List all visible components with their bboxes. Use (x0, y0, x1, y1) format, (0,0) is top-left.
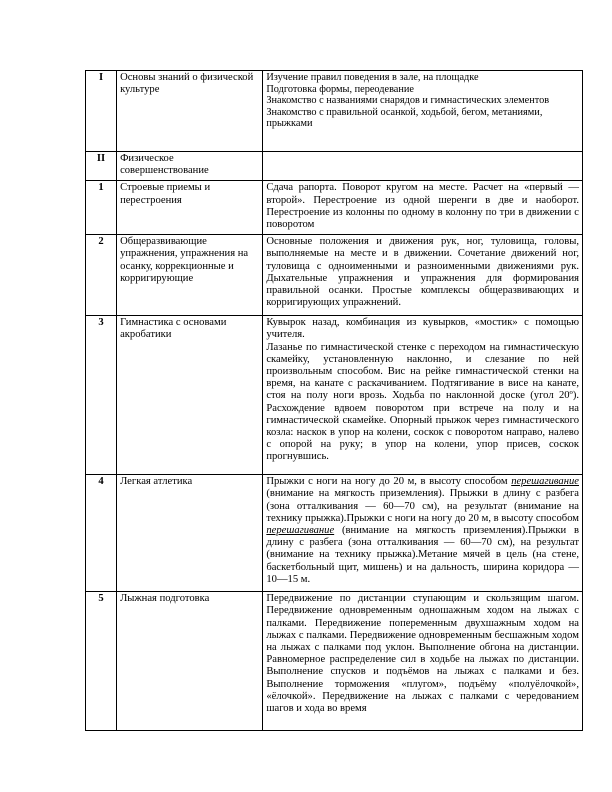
emphasized-term: перешагивание (266, 525, 335, 537)
table-row (86, 592, 583, 731)
curriculum-table (85, 70, 583, 731)
table-row (86, 181, 583, 235)
table-row (86, 475, 583, 592)
section-title: Строевые приемы и перестроения (117, 181, 263, 235)
section-title: Легкая атлетика (117, 475, 263, 592)
section-content (263, 475, 583, 592)
row-number: 2 (86, 235, 117, 316)
section-title: Основы знаний о физической культуре (117, 71, 263, 152)
row-number: II (86, 152, 117, 181)
content-line: Знакомство с названиями снарядов и гимнастических элементов (266, 95, 550, 107)
section-content (263, 152, 583, 181)
row-number: 4 (86, 475, 117, 592)
content-text: Прыжки с ноги на ногу до 20 м, в высоту способом (266, 476, 508, 488)
content-text: (внимание на мягкость приземления). Прыжки в длину с разбега (зона отталкивания — 60—70 см), на результат (внимание на технику прыжка).Прыжки с ноги на ногу до 20 м, в высоту способом (266, 488, 579, 524)
section-title: Общеразвивающие упражнения, упражнения на осанку, коррекционные и корригирующие (117, 235, 263, 316)
content-line: Знакомство с правильной осанкой, ходьбой, бегом, метаниями, прыжками (266, 106, 543, 130)
row-number: 5 (86, 592, 117, 731)
content-paragraph: Кувырок назад, комбинация из кувырков, «мостик» с помощью учителя. (266, 317, 579, 341)
content-line: Подготовка формы, переодевание (266, 83, 414, 95)
section-content (263, 71, 583, 152)
content-line: Изучение правил поведения в зале, на площадке (266, 72, 479, 83)
section-title: Физическое совершенствование (117, 152, 263, 181)
section-content: Передвижение по дистанции ступающим и скользящим шагом. Передвижение одновременным одношажным ходом на лыжах с палками. Передвижение попеременным двухшажным ходом на лыжах с палками. Передвижение одновременным бесшажным ходом на лыжах с палками под уклон. Выполнение обгона на дистанции. Равномерное распределение сил в ходьбе на лыжах по дистанции. Выполнение спусков и подъёмов на лыжах с палками и без. Выполнение торможения «плугом», подъёму «полуёлочкой», «ёлочкой». Передвижение на лыжах с палками с чередованием шагов и хода во время (263, 592, 583, 731)
section-title: Гимнастика с основами акробатики (117, 316, 263, 475)
emphasized-term: перешагивание (511, 476, 579, 488)
section-title: Лыжная подготовка (117, 592, 263, 731)
section-content: Основные положения и движения рук, ног, туловища, головы, выполняемые на месте и в движении. Сочетание движений ног, туловища с одноименными и разноименными движениями рук. Дыхательные упражнения и упражнения для формирования правильной осанки. Простые комплексы общеразвивающих и корригирующих упражнений. (263, 235, 583, 316)
section-content (263, 316, 583, 475)
section-content: Сдача рапорта. Поворот кругом на месте. Расчет на «первый — второй». Перестроение из одной шеренги в две и наоборот. Перестроение из колонны по одному в колонну по три в движении с поворотом (263, 181, 583, 235)
row-number: 3 (86, 316, 117, 475)
table-row (86, 71, 583, 152)
table-row (86, 152, 583, 181)
content-paragraph: Лазанье по гимнастической стенке с переходом на гимнастическую скамейку, установленную наклонно, и слезание по ней произвольным способом. Вис на рейке гимнастической стенки на время, на канате с раскачиванием. Подтягивание в висе на канате, стоя на полу ноги врозь. Ходьба по наклонной доске (угол 20º). Расхождение вдвоем поворотом при встрече на полу и на гимнастической скамейке. Опорный прыжок через гимнастического козла: наскок в упор на колени, соскок с поворотом направо, налево с опорой на руку; в упор на колени, упор присев, соскок прогнувшись. (266, 341, 579, 463)
table-row (86, 235, 583, 316)
content-text: (внимание на мягкость приземления).Прыжки в длину с разбега (зона отталкивания — 60—70 см), на результат (внимание на технику прыжка).Метание мячей в цель (на стене, баскетбольный щит, мишень) и на дальность, ширина коридора — 10—15 м. (266, 525, 579, 585)
table-row (86, 316, 583, 475)
row-number: 1 (86, 181, 117, 235)
row-number: I (86, 71, 117, 152)
